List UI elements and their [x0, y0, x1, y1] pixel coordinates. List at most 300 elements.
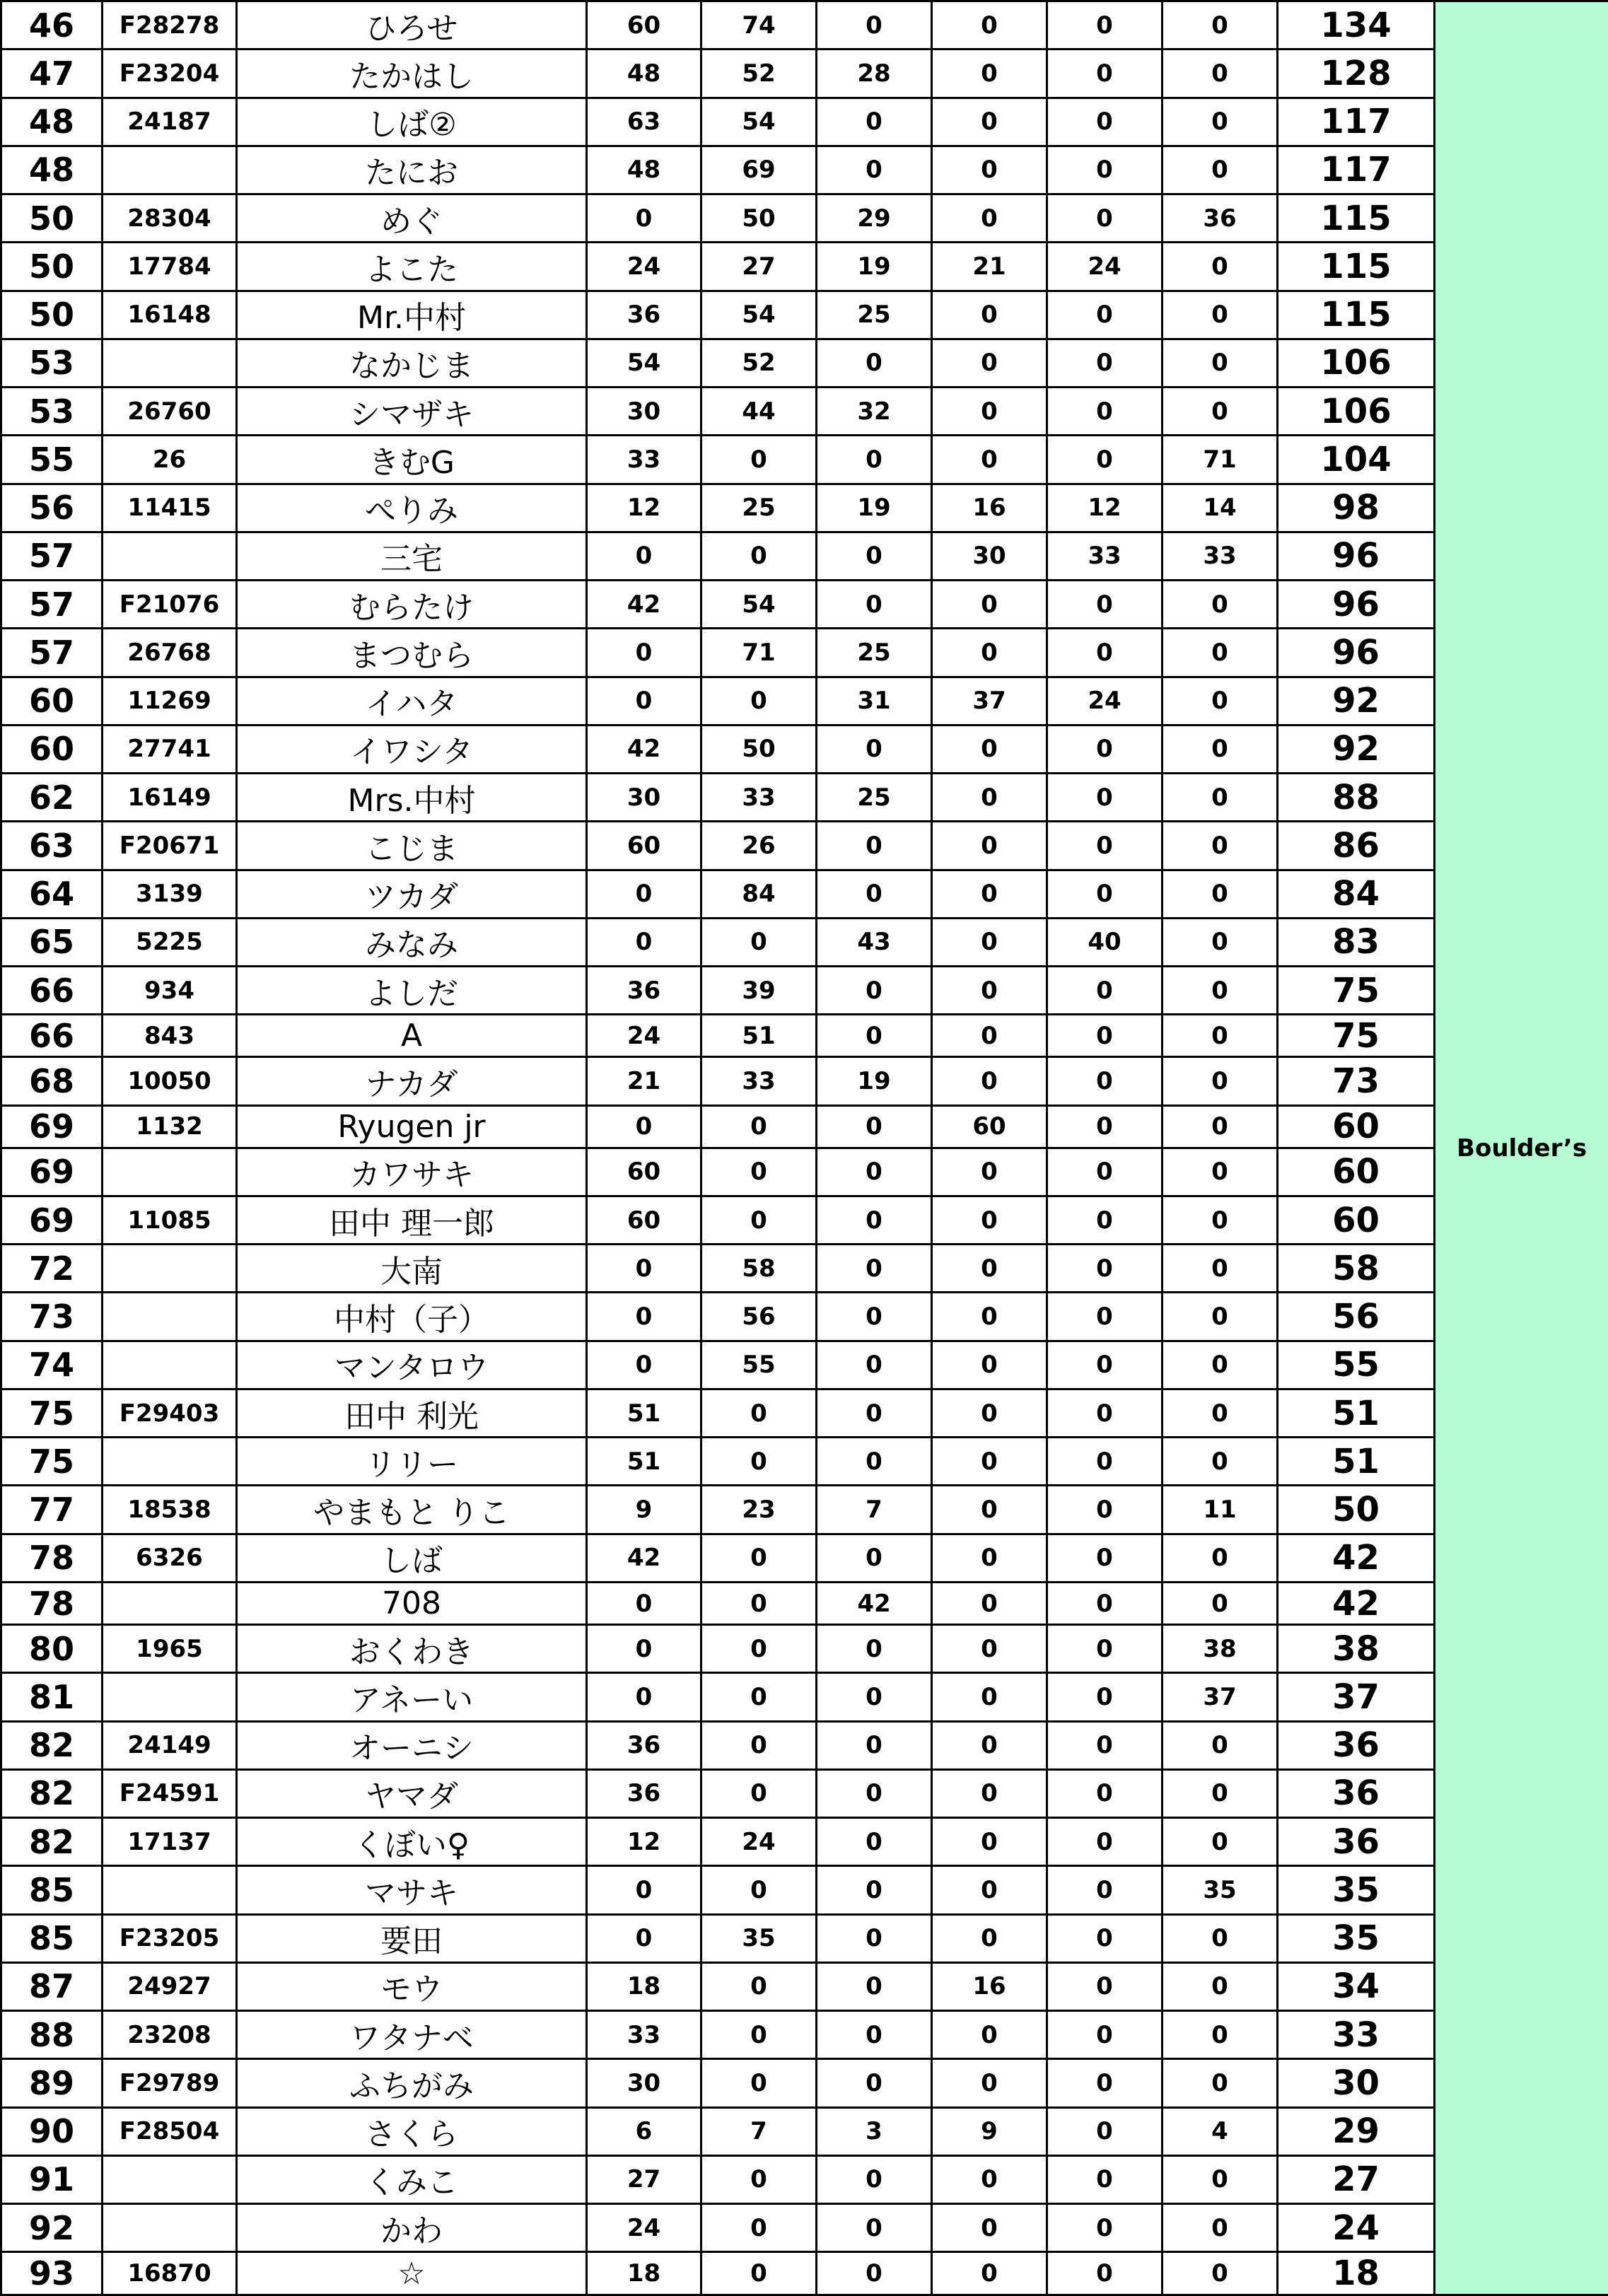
- round-score-cell: 0: [932, 2155, 1047, 2203]
- round-score-cell: 51: [701, 1015, 817, 1057]
- round-score-cell: 0: [932, 194, 1047, 243]
- round-score-cell: 0: [1047, 581, 1163, 629]
- round-score-cell: 0: [1047, 1721, 1163, 1769]
- round-score-cell: 0: [932, 146, 1047, 194]
- table-row: [1, 1148, 1608, 1196]
- rank-cell: 91: [1, 2155, 103, 2203]
- round-score-cell: 0: [1047, 291, 1163, 339]
- total-score-cell: 106: [1278, 387, 1435, 436]
- member-id-cell: F23204: [103, 49, 237, 98]
- round-score-cell: 0: [587, 1914, 701, 1962]
- round-score-cell: 71: [1163, 436, 1278, 484]
- round-score-cell: 0: [1163, 2011, 1278, 2059]
- round-score-cell: 0: [932, 2059, 1047, 2107]
- round-score-cell: 23: [701, 1486, 817, 1534]
- round-score-cell: 0: [932, 1818, 1047, 1866]
- member-id-cell: [103, 1293, 237, 1341]
- round-score-cell: 0: [817, 1534, 932, 1582]
- round-score-cell: 0: [1047, 1245, 1163, 1293]
- name-cell: イハタ: [237, 677, 587, 725]
- round-score-cell: 0: [1047, 1389, 1163, 1437]
- name-cell: 田中 理一郎: [237, 1196, 587, 1244]
- round-score-cell: 40: [1047, 918, 1163, 966]
- round-score-cell: 0: [1163, 1914, 1278, 1962]
- round-score-cell: 0: [1163, 918, 1278, 966]
- name-cell: しば②: [237, 98, 587, 146]
- table-row: [1, 725, 1608, 773]
- member-id-cell: F24591: [103, 1769, 237, 1817]
- round-score-cell: 0: [1163, 387, 1278, 436]
- member-id-cell: 16149: [103, 774, 237, 822]
- round-score-cell: 0: [701, 1962, 817, 2010]
- round-score-cell: 0: [1163, 677, 1278, 725]
- round-score-cell: 0: [701, 532, 817, 580]
- round-score-cell: 0: [817, 1818, 932, 1866]
- round-score-cell: 0: [1163, 1105, 1278, 1148]
- rank-cell: 62: [1, 774, 103, 822]
- total-score-cell: 75: [1278, 967, 1435, 1015]
- round-score-cell: 0: [701, 1582, 817, 1624]
- round-score-cell: 60: [587, 1196, 701, 1244]
- round-score-cell: 74: [701, 1, 817, 49]
- round-score-cell: 29: [817, 194, 932, 243]
- round-score-cell: 0: [932, 49, 1047, 98]
- table-row: [1, 1625, 1608, 1673]
- total-score-cell: 117: [1278, 146, 1435, 194]
- round-score-cell: 0: [701, 436, 817, 484]
- round-score-cell: 60: [587, 1, 701, 49]
- name-cell: カワサキ: [237, 1148, 587, 1196]
- name-cell: マサキ: [237, 1866, 587, 1914]
- round-score-cell: 27: [701, 243, 817, 291]
- round-score-cell: 0: [701, 2155, 817, 2203]
- rank-cell: 50: [1, 194, 103, 243]
- table-row: [1, 1105, 1608, 1148]
- total-score-cell: 84: [1278, 870, 1435, 918]
- round-score-cell: 0: [1163, 1293, 1278, 1341]
- round-score-cell: 0: [1047, 1582, 1163, 1624]
- member-id-cell: 23208: [103, 2011, 237, 2059]
- member-id-cell: [103, 1438, 237, 1486]
- round-score-cell: 31: [817, 677, 932, 725]
- total-score-cell: 35: [1278, 1866, 1435, 1914]
- round-score-cell: 0: [1163, 2155, 1278, 2203]
- rank-cell: 73: [1, 1293, 103, 1341]
- round-score-cell: 0: [1047, 1486, 1163, 1534]
- member-id-cell: 6326: [103, 1534, 237, 1582]
- round-score-cell: 0: [1047, 2059, 1163, 2107]
- table-row: [1, 629, 1608, 677]
- round-score-cell: 0: [1163, 2204, 1278, 2252]
- total-score-cell: 51: [1278, 1389, 1435, 1437]
- total-score-cell: 51: [1278, 1438, 1435, 1486]
- total-score-cell: 42: [1278, 1534, 1435, 1582]
- ranking-table-body: [1, 1, 1608, 2295]
- name-cell: リリー: [237, 1438, 587, 1486]
- table-row: [1, 2107, 1608, 2155]
- round-score-cell: 0: [817, 1962, 932, 2010]
- rank-cell: 53: [1, 387, 103, 436]
- total-score-cell: 92: [1278, 677, 1435, 725]
- rank-cell: 85: [1, 1866, 103, 1914]
- round-score-cell: 36: [587, 1721, 701, 1769]
- name-cell: くぼい♀: [237, 1818, 587, 1866]
- round-score-cell: 0: [932, 1245, 1047, 1293]
- round-score-cell: 0: [1047, 2107, 1163, 2155]
- rank-cell: 60: [1, 725, 103, 773]
- round-score-cell: 0: [1163, 1818, 1278, 1866]
- round-score-cell: 0: [1047, 870, 1163, 918]
- round-score-cell: 0: [817, 2011, 932, 2059]
- name-cell: モウ: [237, 1962, 587, 2010]
- total-score-cell: 27: [1278, 2155, 1435, 2203]
- table-row: [1, 1196, 1608, 1244]
- round-score-cell: 25: [701, 484, 817, 532]
- round-score-cell: 0: [932, 387, 1047, 436]
- table-row: [1, 2155, 1608, 2203]
- round-score-cell: 36: [587, 291, 701, 339]
- member-id-cell: 26: [103, 436, 237, 484]
- name-cell: シマザキ: [237, 387, 587, 436]
- round-score-cell: 35: [1163, 1866, 1278, 1914]
- table-row: [1, 2059, 1608, 2107]
- round-score-cell: 0: [1047, 1148, 1163, 1196]
- name-cell: ☆: [237, 2252, 587, 2295]
- total-score-cell: 88: [1278, 774, 1435, 822]
- rank-cell: 66: [1, 967, 103, 1015]
- name-cell: 大南: [237, 1245, 587, 1293]
- total-score-cell: 36: [1278, 1721, 1435, 1769]
- round-score-cell: 0: [587, 918, 701, 966]
- rank-cell: 82: [1, 1818, 103, 1866]
- name-cell: みなみ: [237, 918, 587, 966]
- round-score-cell: 0: [1047, 2204, 1163, 2252]
- round-score-cell: 0: [1047, 2252, 1163, 2295]
- round-score-cell: 54: [701, 581, 817, 629]
- round-score-cell: 12: [587, 1818, 701, 1866]
- total-score-cell: 55: [1278, 1341, 1435, 1389]
- round-score-cell: 55: [701, 1341, 817, 1389]
- name-cell: たかはし: [237, 49, 587, 98]
- round-score-cell: 0: [932, 1, 1047, 49]
- table-row: [1, 1293, 1608, 1341]
- round-score-cell: 0: [817, 870, 932, 918]
- round-score-cell: 0: [1163, 1057, 1278, 1105]
- name-cell: めぐ: [237, 194, 587, 243]
- round-score-cell: 0: [1047, 725, 1163, 773]
- round-score-cell: 24: [1047, 243, 1163, 291]
- round-score-cell: 0: [817, 1293, 932, 1341]
- round-score-cell: 0: [1163, 98, 1278, 146]
- total-score-cell: 104: [1278, 436, 1435, 484]
- round-score-cell: 36: [587, 1769, 701, 1817]
- round-score-cell: 0: [817, 532, 932, 580]
- rank-cell: 78: [1, 1582, 103, 1624]
- round-score-cell: 0: [817, 581, 932, 629]
- member-id-cell: 11415: [103, 484, 237, 532]
- round-score-cell: 52: [701, 49, 817, 98]
- name-cell: Mr.中村: [237, 291, 587, 339]
- round-score-cell: 0: [817, 1148, 932, 1196]
- round-score-cell: 0: [817, 1196, 932, 1244]
- name-cell: 要田: [237, 1914, 587, 1962]
- round-score-cell: 9: [587, 1486, 701, 1534]
- round-score-cell: 37: [932, 677, 1047, 725]
- round-score-cell: 0: [701, 2059, 817, 2107]
- name-cell: ナカダ: [237, 1057, 587, 1105]
- round-score-cell: 0: [1047, 1438, 1163, 1486]
- round-score-cell: 0: [932, 967, 1047, 1015]
- table-row: [1, 967, 1608, 1015]
- round-score-cell: 0: [701, 2252, 817, 2295]
- rank-cell: 81: [1, 1673, 103, 1721]
- member-id-cell: 28304: [103, 194, 237, 243]
- round-score-cell: 54: [701, 98, 817, 146]
- round-score-cell: 30: [932, 532, 1047, 580]
- round-score-cell: 0: [932, 1914, 1047, 1962]
- total-score-cell: 117: [1278, 98, 1435, 146]
- round-score-cell: 19: [817, 1057, 932, 1105]
- table-row: [1, 1866, 1608, 1914]
- rank-cell: 87: [1, 1962, 103, 2010]
- round-score-cell: 0: [1163, 1015, 1278, 1057]
- member-id-cell: [103, 532, 237, 580]
- round-score-cell: 42: [587, 1534, 701, 1582]
- member-id-cell: F20671: [103, 822, 237, 870]
- rank-cell: 69: [1, 1196, 103, 1244]
- round-score-cell: 0: [817, 1, 932, 49]
- round-score-cell: 0: [701, 677, 817, 725]
- round-score-cell: 0: [817, 822, 932, 870]
- round-score-cell: 24: [587, 2204, 701, 2252]
- round-score-cell: 0: [1163, 1341, 1278, 1389]
- total-score-cell: 29: [1278, 2107, 1435, 2155]
- round-score-cell: 0: [1163, 581, 1278, 629]
- total-score-cell: 35: [1278, 1914, 1435, 1962]
- round-score-cell: 0: [1047, 436, 1163, 484]
- total-score-cell: 134: [1278, 1, 1435, 49]
- round-score-cell: 0: [1047, 98, 1163, 146]
- member-id-cell: 17784: [103, 243, 237, 291]
- round-score-cell: 0: [817, 146, 932, 194]
- round-score-cell: 0: [1047, 1341, 1163, 1389]
- round-score-cell: 0: [1163, 1534, 1278, 1582]
- rank-cell: 48: [1, 98, 103, 146]
- round-score-cell: 0: [1047, 1534, 1163, 1582]
- name-cell: イワシタ: [237, 725, 587, 773]
- round-score-cell: 0: [587, 532, 701, 580]
- name-cell: アネーい: [237, 1673, 587, 1721]
- round-score-cell: 0: [701, 1196, 817, 1244]
- table-row: [1, 1914, 1608, 1962]
- round-score-cell: 43: [817, 918, 932, 966]
- round-score-cell: 0: [932, 725, 1047, 773]
- round-score-cell: 0: [1047, 629, 1163, 677]
- round-score-cell: 0: [1047, 1818, 1163, 1866]
- total-score-cell: 128: [1278, 49, 1435, 98]
- round-score-cell: 0: [932, 98, 1047, 146]
- member-id-cell: 24149: [103, 1721, 237, 1769]
- round-score-cell: 54: [587, 339, 701, 387]
- round-score-cell: 14: [1163, 484, 1278, 532]
- member-id-cell: 24927: [103, 1962, 237, 2010]
- rank-cell: 66: [1, 1015, 103, 1057]
- round-score-cell: 51: [587, 1389, 701, 1437]
- member-id-cell: 26768: [103, 629, 237, 677]
- round-score-cell: 0: [701, 1438, 817, 1486]
- round-score-cell: 0: [587, 1582, 701, 1624]
- round-score-cell: 0: [701, 1148, 817, 1196]
- round-score-cell: 0: [1047, 1866, 1163, 1914]
- total-score-cell: 37: [1278, 1673, 1435, 1721]
- round-score-cell: 42: [587, 581, 701, 629]
- round-score-cell: 0: [932, 1486, 1047, 1534]
- table-row: [1, 1486, 1608, 1534]
- round-score-cell: 0: [1163, 291, 1278, 339]
- round-score-cell: 0: [817, 1769, 932, 1817]
- round-score-cell: 0: [817, 1105, 932, 1148]
- round-score-cell: 0: [1163, 774, 1278, 822]
- name-cell: こじま: [237, 822, 587, 870]
- name-cell: Mrs.中村: [237, 774, 587, 822]
- total-score-cell: 115: [1278, 291, 1435, 339]
- name-cell: 三宅: [237, 532, 587, 580]
- table-row: [1, 243, 1608, 291]
- round-score-cell: 0: [1163, 870, 1278, 918]
- name-cell: きむG: [237, 436, 587, 484]
- round-score-cell: 25: [817, 774, 932, 822]
- round-score-cell: 0: [587, 1293, 701, 1341]
- member-id-cell: [103, 146, 237, 194]
- table-row: [1, 822, 1608, 870]
- round-score-cell: 0: [932, 1389, 1047, 1437]
- total-score-cell: 86: [1278, 822, 1435, 870]
- round-score-cell: 27: [587, 2155, 701, 2203]
- name-cell: 田中 利光: [237, 1389, 587, 1437]
- round-score-cell: 0: [932, 1148, 1047, 1196]
- round-score-cell: 51: [587, 1438, 701, 1486]
- name-cell: 708: [237, 1582, 587, 1624]
- member-id-cell: 16148: [103, 291, 237, 339]
- round-score-cell: 21: [932, 243, 1047, 291]
- round-score-cell: 0: [1047, 146, 1163, 194]
- round-score-cell: 0: [1047, 1105, 1163, 1148]
- round-score-cell: 12: [1047, 484, 1163, 532]
- round-score-cell: 0: [817, 1866, 932, 1914]
- round-score-cell: 7: [817, 1486, 932, 1534]
- table-row: [1, 1057, 1608, 1105]
- round-score-cell: 39: [701, 967, 817, 1015]
- round-score-cell: 0: [701, 1389, 817, 1437]
- round-score-cell: 0: [817, 436, 932, 484]
- table-row: [1, 1, 1608, 49]
- round-score-cell: 33: [701, 774, 817, 822]
- round-score-cell: 30: [587, 2059, 701, 2107]
- round-score-cell: 12: [587, 484, 701, 532]
- round-score-cell: 0: [1047, 1, 1163, 49]
- total-score-cell: 56: [1278, 1293, 1435, 1341]
- name-cell: オーニシ: [237, 1721, 587, 1769]
- round-score-cell: 7: [701, 2107, 817, 2155]
- rank-cell: 90: [1, 2107, 103, 2155]
- table-row: [1, 1245, 1608, 1293]
- round-score-cell: 21: [587, 1057, 701, 1105]
- rank-cell: 82: [1, 1769, 103, 1817]
- round-score-cell: 0: [701, 1721, 817, 1769]
- round-score-cell: 9: [932, 2107, 1047, 2155]
- total-score-cell: 33: [1278, 2011, 1435, 2059]
- round-score-cell: 0: [1047, 387, 1163, 436]
- round-score-cell: 0: [1163, 1196, 1278, 1244]
- round-score-cell: 30: [587, 774, 701, 822]
- round-score-cell: 0: [701, 1534, 817, 1582]
- round-score-cell: 19: [817, 484, 932, 532]
- table-row: [1, 484, 1608, 532]
- total-score-cell: 73: [1278, 1057, 1435, 1105]
- round-score-cell: 0: [1047, 1914, 1163, 1962]
- round-score-cell: 35: [701, 1914, 817, 1962]
- total-score-cell: 30: [1278, 2059, 1435, 2107]
- round-score-cell: 0: [932, 870, 1047, 918]
- table-row: [1, 918, 1608, 966]
- round-score-cell: 42: [587, 725, 701, 773]
- round-score-cell: 0: [1047, 49, 1163, 98]
- round-score-cell: 0: [587, 677, 701, 725]
- round-score-cell: 44: [701, 387, 817, 436]
- round-score-cell: 0: [932, 1438, 1047, 1486]
- round-score-cell: 0: [587, 1866, 701, 1914]
- rank-cell: 82: [1, 1721, 103, 1769]
- member-id-cell: [103, 1582, 237, 1624]
- round-score-cell: 0: [932, 822, 1047, 870]
- round-score-cell: 4: [1163, 2107, 1278, 2155]
- rank-cell: 57: [1, 581, 103, 629]
- round-score-cell: 52: [701, 339, 817, 387]
- round-score-cell: 0: [701, 1866, 817, 1914]
- round-score-cell: 11: [1163, 1486, 1278, 1534]
- table-row: [1, 2011, 1608, 2059]
- round-score-cell: 60: [932, 1105, 1047, 1148]
- round-score-cell: 0: [932, 1534, 1047, 1582]
- round-score-cell: 0: [1163, 2252, 1278, 2295]
- round-score-cell: 24: [587, 243, 701, 291]
- round-score-cell: 0: [817, 339, 932, 387]
- round-score-cell: 0: [587, 1673, 701, 1721]
- table-row: [1, 774, 1608, 822]
- round-score-cell: 24: [1047, 677, 1163, 725]
- round-score-cell: 0: [1163, 49, 1278, 98]
- round-score-cell: 0: [1047, 1673, 1163, 1721]
- table-row: [1, 677, 1608, 725]
- round-score-cell: 0: [817, 1015, 932, 1057]
- round-score-cell: 48: [587, 49, 701, 98]
- table-row: [1, 2204, 1608, 2252]
- name-cell: くみこ: [237, 2155, 587, 2203]
- total-score-cell: 18: [1278, 2252, 1435, 2295]
- total-score-cell: 75: [1278, 1015, 1435, 1057]
- round-score-cell: 25: [817, 629, 932, 677]
- rank-cell: 46: [1, 1, 103, 49]
- rank-cell: 72: [1, 1245, 103, 1293]
- member-id-cell: F28504: [103, 2107, 237, 2155]
- round-score-cell: 0: [1163, 1721, 1278, 1769]
- round-score-cell: 0: [932, 1673, 1047, 1721]
- total-score-cell: 34: [1278, 1962, 1435, 2010]
- round-score-cell: 0: [817, 1721, 932, 1769]
- name-cell: マンタロウ: [237, 1341, 587, 1389]
- table-row: [1, 49, 1608, 98]
- shop-label-cell: Boulder’s: [1435, 1, 1608, 2295]
